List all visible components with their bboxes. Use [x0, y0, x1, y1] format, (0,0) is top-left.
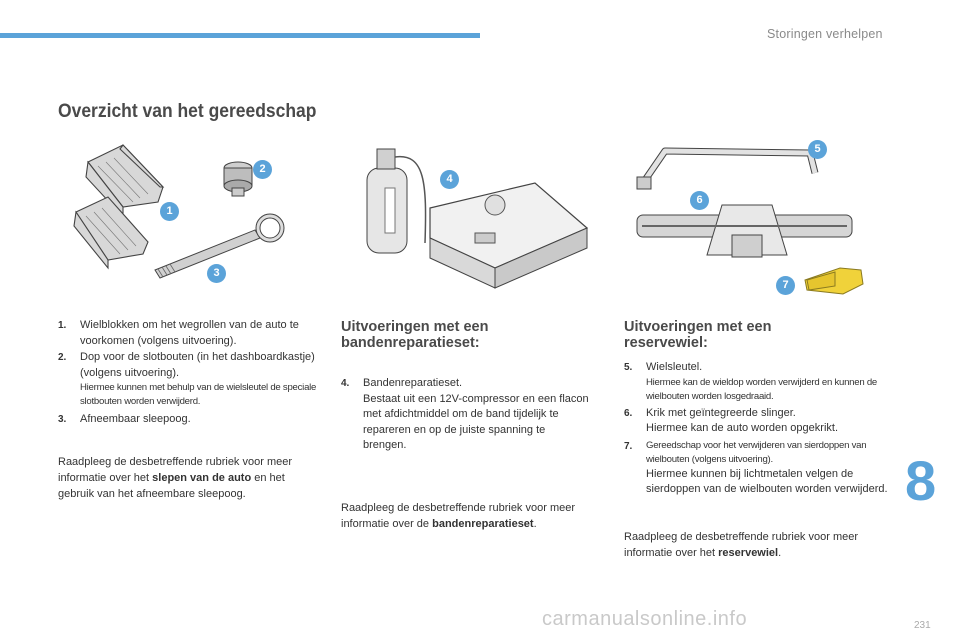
reference-link-spare-wheel: reservewiel [718, 547, 779, 559]
list-item [624, 360, 889, 404]
item-number: 7. [624, 440, 633, 452]
list-item [58, 318, 320, 349]
item-number: 4. [341, 378, 350, 389]
chapter-number: 8 [905, 449, 937, 512]
heading-repair-kit: Uitvoeringen met een bandenreparatieset: [341, 319, 489, 351]
watermark: carmanualsonline.info [542, 608, 748, 630]
item-text: Krik met geïntegreerde slinger. [646, 406, 796, 419]
item-detail: Hiermee kan de auto worden opgekrikt. [646, 422, 838, 434]
item-detail: Hiermee kunnen bij lichtmetalen velgen de sierdoppen van de wielbouten worden verwijderd. [646, 467, 888, 495]
item-number: 3. [58, 414, 67, 425]
right-column [624, 360, 889, 499]
callout-badge-2: 2 [253, 160, 272, 179]
item-note: Hiermee kan de wieldop worden verwijderd en kunnen de wielbouten worden losgedraaid. [646, 376, 878, 402]
page-title: Overzicht van het gereedschap [58, 101, 317, 122]
list-item [624, 406, 889, 437]
item-note: Hiermee kunnen met behulp van de wielsleutel de speciale slotbouten worden verwijderd. [80, 382, 317, 407]
heading-spare-wheel: Uitvoeringen met een reservewiel: [624, 319, 772, 351]
reference-repair-kit [341, 500, 601, 532]
section-title: Storingen verhelpen [767, 27, 883, 41]
item-text: Wielblokken om het wegrollen van de auto te voorkomen (volgens uitvoering). [80, 319, 299, 347]
item-number: 5. [624, 362, 633, 373]
reference-text: Raadpleeg de desbetreffende rubriek voor meer informatie over de [341, 502, 576, 530]
list-item [58, 412, 320, 428]
jack-illustration [632, 195, 857, 270]
reference-link-repair-kit: bandenreparatieset [432, 518, 534, 530]
reference-text: . [778, 547, 782, 559]
tyre-repair-kit-illustration [355, 143, 590, 293]
item-number: 1. [58, 320, 67, 331]
callout-badge-7: 7 [776, 276, 795, 295]
item-text: Gereedschap voor het verwijderen van sierdoppen van wielbouten (volgens uitvoering). [646, 439, 867, 465]
reference-text: Raadpleeg de desbetreffende rubriek voor meer informatie over het [58, 456, 293, 484]
reference-text: Raadpleeg de desbetreffende rubriek voor meer informatie over het [624, 531, 859, 559]
callout-badge-1: 1 [160, 202, 179, 221]
callout-badge-3: 3 [207, 264, 226, 283]
reference-spare-wheel [624, 529, 879, 561]
callout-badge-6: 6 [690, 191, 709, 210]
item-text: Bandenreparatieset. [363, 377, 463, 389]
list-item [624, 439, 889, 498]
item-text: Afneembaar sleepoog. [80, 413, 191, 425]
page-number: 231 [914, 620, 931, 631]
callout-badge-4: 4 [440, 170, 459, 189]
reference-towing [58, 454, 313, 502]
hubcap-tool-illustration [795, 260, 865, 300]
reference-link-towing: slepen van de auto [152, 472, 252, 484]
middle-column [341, 376, 591, 455]
header-accent-bar [0, 33, 480, 38]
list-item [58, 350, 320, 409]
lock-bolt-cap-illustration [220, 158, 256, 200]
item-text: Wielsleutel. [646, 361, 703, 373]
reference-text: . [533, 518, 537, 530]
item-number: 6. [624, 407, 633, 419]
left-column [58, 318, 320, 429]
list-item [341, 376, 591, 454]
reference-text: en het gebruik van het afneembare sleepoog. [58, 472, 285, 500]
callout-badge-5: 5 [808, 140, 827, 159]
item-number: 2. [58, 352, 67, 363]
wheel-brace-illustration [635, 143, 820, 193]
item-detail: Bestaat uit een 12V-compressor en een flacon met afdichtmiddel om de band tijdelijk te repareren en op de juiste spanning te brengen. [363, 392, 589, 451]
item-text: Dop voor de slotbouten (in het dashboardkastje) (volgens uitvoering). [80, 351, 315, 379]
